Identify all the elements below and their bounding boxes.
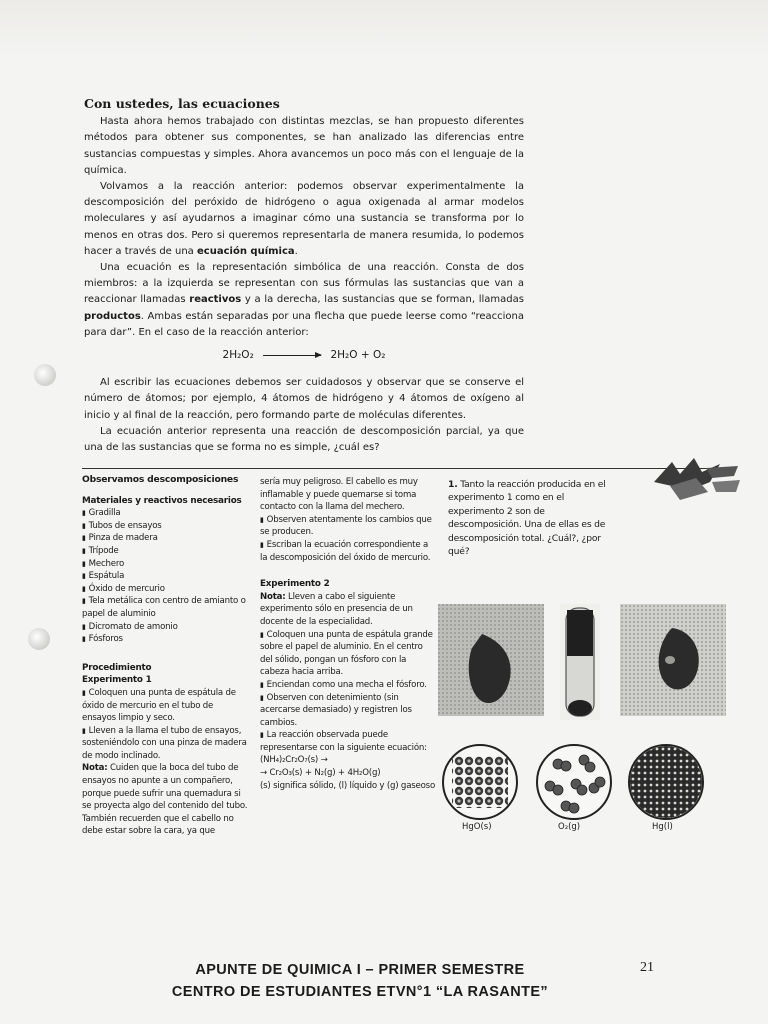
activity-title: Observamos descomposiciones bbox=[82, 474, 239, 485]
list-item: ▮ Óxido de mercurio bbox=[82, 583, 248, 596]
state-legend: (s) significa sólido, (l) líquido y (g) gaseoso bbox=[260, 780, 436, 791]
exp2-step-4: ▮ La reacción observada puede representarse con la siguiente ecuación: bbox=[260, 729, 436, 754]
binder-hole-top bbox=[34, 364, 56, 386]
hg-atoms-icon bbox=[630, 746, 702, 818]
caption-hgo: HgO(s) bbox=[462, 822, 492, 832]
list-item: ▮ Fósforos bbox=[82, 633, 248, 646]
exp2-note: Nota: Lleven a cabo el siguiente experimento sólo en presencia de un docente de la especialidad. bbox=[260, 591, 413, 627]
list-item: ▮ Tubos de ensayos bbox=[82, 520, 248, 533]
exp2-step-3: ▮ Observen con detenimiento (sin acercarse demasiado) y registren los cambios. bbox=[260, 692, 436, 730]
exp1-step-1: ▮ Coloquen una punta de espátula de óxido de mercurio en el tubo de ensayos limpio y seco. bbox=[82, 687, 248, 725]
hgo-lattice-icon bbox=[444, 746, 516, 818]
question-column bbox=[448, 478, 610, 558]
exp1-step-4: ▮ Escriban la ecuación correspondiente a la descomposición del óxido de mercurio. bbox=[260, 539, 436, 564]
list-item: ▮ Mechero bbox=[82, 558, 248, 571]
paragraph-5: La ecuación anterior representa una reacción de descomposición parcial, ya que una de las sustancias que se forma no es simple, ¿cuál es? bbox=[84, 425, 524, 454]
procedure-heading: Procedimiento bbox=[82, 662, 152, 673]
publisher-logo-icon bbox=[650, 452, 742, 508]
o2-gas-model bbox=[536, 744, 612, 820]
caption-hg: Hg(l) bbox=[652, 822, 673, 832]
exp2-step-2: ▮ Enciendan como una mecha el fósforo. bbox=[260, 679, 436, 692]
list-item: ▮ Tela metálica con centro de amianto o papel de aluminio bbox=[82, 595, 248, 620]
decomposition-equation bbox=[84, 347, 524, 363]
materials-column bbox=[82, 474, 248, 838]
experiment-2-heading: Experimento 2 bbox=[260, 579, 330, 590]
dichromate-equation-line-2: → Cr₂O₃(s) + N₂(g) + 4H₂O(g) bbox=[260, 768, 381, 779]
test-tube-photo bbox=[560, 604, 600, 720]
question-1: 1. Tanto la reacción producida en el experimento 1 como en el experimento 2 son de descomposición. Una de ellas es de descomposición total. ¿Cuál?, ¿por qué? bbox=[448, 479, 606, 558]
list-item: ▮ Dicromato de amonio bbox=[82, 621, 248, 634]
paragraph-3: Una ecuación es la representación simbólica de una reacción. Consta de dos miembros: a la izquierda se representan con sus fórmulas las sustancias que van a reaccionar llamadas reactivos y a la derecha, las sustancias que se forman, llamadas productos. Ambas están separadas por una flecha que puede leerse como “reacciona para dar”. En el caso de la reacción anterior: bbox=[84, 262, 524, 338]
list-item: ▮ Pinza de madera bbox=[82, 532, 248, 545]
section-divider bbox=[82, 468, 722, 469]
hgo-powder-photo bbox=[438, 604, 544, 716]
note-continuation: sería muy peligroso. El cabello es muy inflamable y puede quemarse si toma contacto con la llama del mechero. bbox=[260, 477, 418, 513]
experiment-1-heading: Experimento 1 bbox=[82, 675, 152, 686]
dichromate-equation-line-1: (NH₄)₂Cr₂O₇(s) → bbox=[260, 755, 328, 766]
hgo-lattice-model bbox=[442, 744, 518, 820]
exp1-step-2: ▮ Lleven a la llama el tubo de ensayos, sosteniéndolo con una pinza de madera de modo inclinado. bbox=[82, 725, 248, 763]
caption-o2: O₂(g) bbox=[558, 822, 581, 832]
paragraph-2: Volvamos a la reacción anterior: podemos observar experimentalmente la descomposición del peróxido de hidrógeno o agua oxigenada al armar modelos moleculares y así ayudarnos a imaginar cómo una sustancia se transforma por lo menos en otras dos. Pero si queremos representarla de manera resumida, lo podemos hacer a través de una ecuación química. bbox=[84, 181, 524, 257]
materials-heading: Materiales y reactivos necesarios bbox=[82, 495, 242, 506]
paragraph-1: Hasta ahora hemos trabajado con distintas mezclas, se han propuesto diferentes métodos para obtener sus componentes, se han analizado las diferencias entre sustancias compuestas y simples. Ahora avancemos un poco más con el lenguaje de la química. bbox=[84, 116, 524, 176]
reaction-arrow-icon bbox=[263, 355, 321, 356]
exp2-step-1: ▮ Coloquen una punta de espátula grande sobre el papel de aluminio. En el centro del sólido, pongan un fósforo con la cabeza hacia arriba. bbox=[260, 629, 436, 679]
hg-liquid-model bbox=[628, 744, 704, 820]
paragraph-4: Al escribir las ecuaciones debemos ser cuidadosos y observar que se conserve el número de átomos; por ejemplo, 4 átomos de hidrógeno y 4 átomos de oxígeno al inicio y al final de la reacción, pero formando parte de moléculas diferentes. bbox=[84, 377, 524, 421]
page-number: 21 bbox=[640, 960, 654, 975]
list-item: ▮ Trípode bbox=[82, 545, 248, 558]
procedure-column bbox=[260, 476, 436, 792]
hg-residue-photo bbox=[620, 604, 726, 716]
equation-reactant: 2H₂O₂ bbox=[222, 349, 254, 362]
exp1-step-3: ▮ Observen atentamente los cambios que se producen. bbox=[260, 514, 436, 539]
binder-hole-bottom bbox=[28, 628, 50, 650]
scan-shadow bbox=[0, 0, 768, 60]
exp1-note: Nota: Cuiden que la boca del tubo de ensayos no apunte a un compañero, porque puede sufrir una quemadura si se proyecta algo del contenido del tubo. También recuerden que el cabello no debe estar sobre la cara, ya que bbox=[82, 763, 248, 837]
intro-section bbox=[84, 96, 524, 456]
equation-products: 2H₂O + O₂ bbox=[330, 349, 386, 362]
footer-line-2: CENTRO DE ESTUDIANTES ETVN°1 “LA RASANTE” bbox=[171, 984, 549, 1000]
list-item: ▮ Gradilla bbox=[82, 507, 248, 520]
list-item: ▮ Espátula bbox=[82, 570, 248, 583]
footer-line-1: APUNTE DE QUIMICA I – PRIMER SEMESTRE bbox=[195, 962, 525, 978]
section-title: Con ustedes, las ecuaciones bbox=[84, 96, 280, 111]
materials-list bbox=[82, 507, 248, 646]
o2-molecules-icon bbox=[538, 746, 610, 818]
